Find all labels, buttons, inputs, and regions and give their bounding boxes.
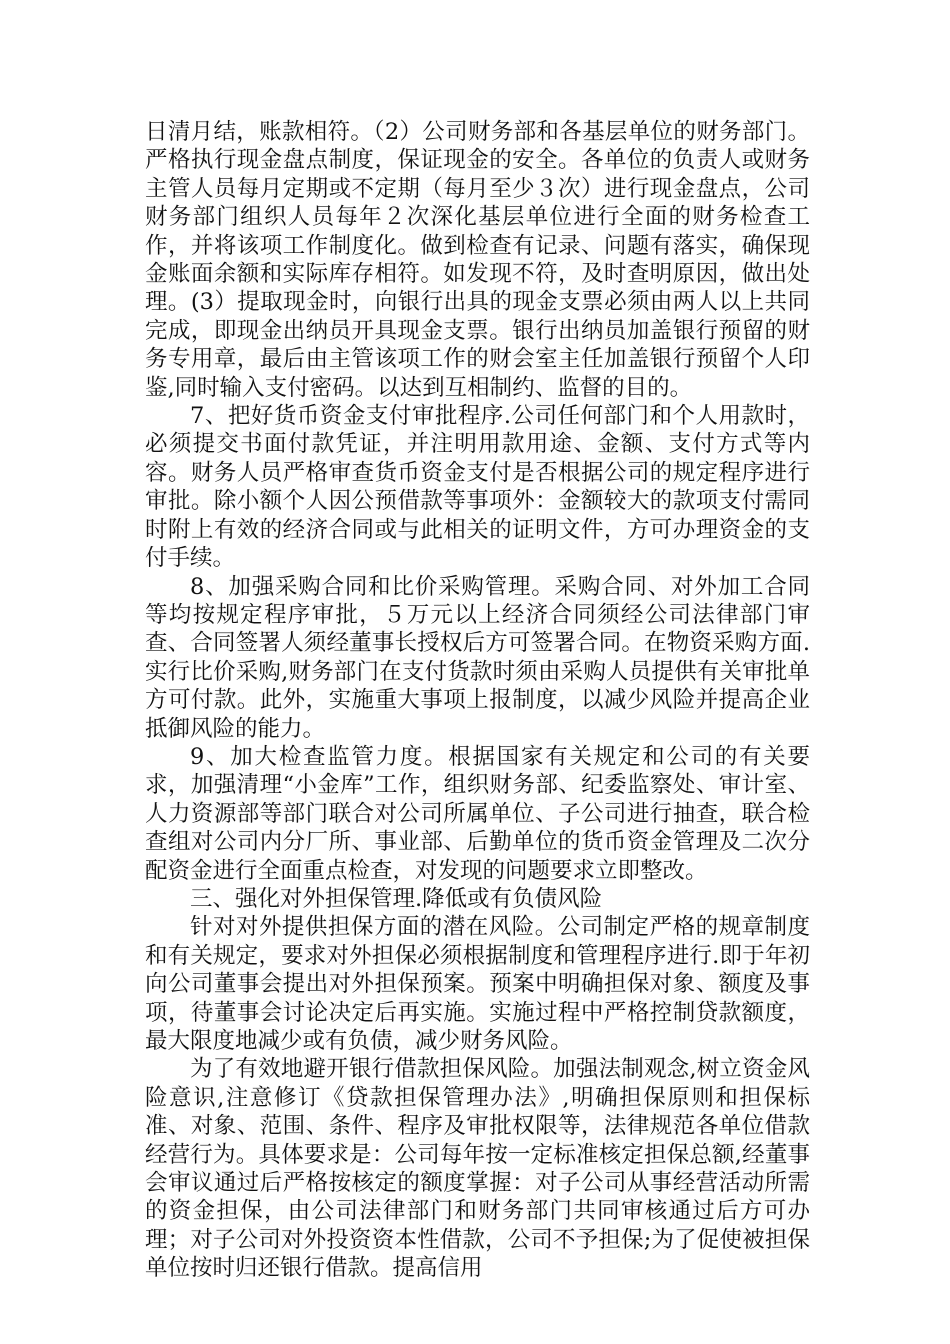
paragraph-guarantee-risk: 针对对外提供担保方面的潜在风险。公司制定严格的规章制度和有关规定，要求对外担保必须根据制度和管理程序进行.即于年初向公司董事会提出对外担保预案。预案中明确担保对象、额度及事项，待董事会讨论决定后再实施。实施过程中严格控制贷款额度，最大限度地减少或有负债，减少财务风险。 <box>145 914 810 1054</box>
section-heading-guarantee: 三、强化对外担保管理.降低或有负债风险 <box>190 885 603 912</box>
paragraph-bank-loan-guarantee: 为了有效地避开银行借款担保风险。加强法制观念,树立资金风险意识,注意修订《贷款担保管理办法》,明确担保原则和担保标准、对象、范围、条件、程序及审批权限等，法律规范各单位借款经营行为。具体要求是：公司每年按一定标准核定担保总额,经董事会审议通过后严格按核定的额度掌握：对子公司从事经营活动所需的资金担保，由公司法律部门和财务部门共同审核通过后方可办理；对子公司对外投资资本性借款，公司不予担保;为了促使被担保单位按时归还银行借款。提高信用 <box>145 1056 810 1282</box>
paragraph-payment-approval: 7、把好货币资金支付审批程序.公司任何部门和个人用款时，必须提交书面付款凭证，并注明用款用途、金额、支付方式等内容。财务人员严格审查货币资金支付是否根据公司的规定程序进行审批。除小额个人因公预借款等事项外：金额较大的款项支付需同时附上有效的经济合同或与此相关的证明文件，方可办理资金的支付手续。 <box>145 403 810 572</box>
document-body <box>145 118 810 1283</box>
paragraph-inspection-supervision: 9、加大检查监管力度。根据国家有关规定和公司的有关要求，加强清理“小金库”工作，组织财务部、纪委监察处、审计室、人力资源部等部门联合对公司所属单位、子公司进行抽查，联合检查组对公司内分厂所、事业部、后勤单位的货币资金管理及二次分配资金进行全面重点检查，对发现的问题要求立即整改。 <box>145 743 810 884</box>
paragraph-cash-management: 日清月结，账款相符。（2）公司财务部和各基层单位的财务部门。严格执行现金盘点制度，保证现金的安全。各单位的负责人或财务主管人员每月定期或不定期（每月至少３次）进行现金盘点，公司财务部门组织人员每年２次深化基层单位进行全面的财务检查工作，并将该项工作制度化。做到检查有记录、问题有落实，确保现金账面余额和实际库存相符。如发现不符，及时查明原因，做出处理。(3）提取现金时，向银行出具的现金支票必须由两人以上共同完成，即现金出纳员开具现金支票。银行出纳员加盖银行预留的财务专用章，最后由主管该项工作的财会室主任加盖银行预留个人印鉴,同时输入支付密码。以达到互相制约、监督的目的。 <box>145 119 810 401</box>
paragraph-procurement-contracts: 8、加强采购合同和比价采购管理。采购合同、对外加工合同等均按规定程序审批，５万元以上经济合同须经公司法律部门审查、合同签署人须经董事长授权后方可签署合同。在物资采购方面.实行比价采购,财务部门在支付货款时须由采购人员提供有关审批单方可付款。此外，实施重大事项上报制度，以减少风险并提高企业抵御风险的能力。 <box>145 573 810 742</box>
